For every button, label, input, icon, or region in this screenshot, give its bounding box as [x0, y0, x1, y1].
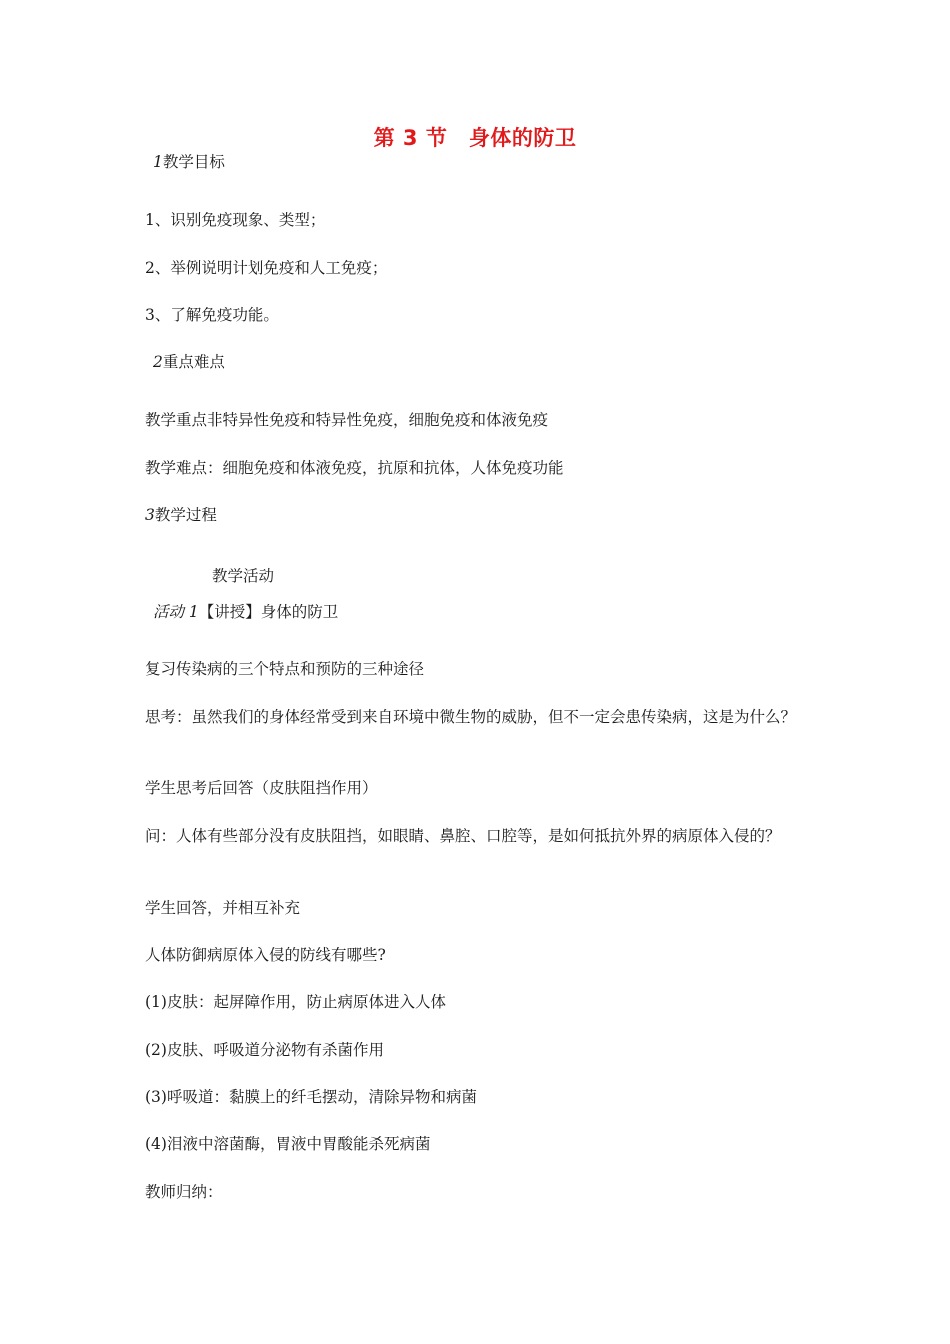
defense-item: (4)泪液中溶菌酶，胃液中胃酸能杀死病菌 — [145, 1135, 431, 1153]
section-number: 3 — [145, 506, 155, 524]
defense-item: (1)皮肤：起屏障作用，防止病原体进入人体 — [145, 993, 446, 1011]
paragraph: 人体防御病原体入侵的防线有哪些? — [145, 946, 386, 964]
paragraph: 复习传染病的三个特点和预防的三种途径 — [145, 660, 425, 678]
defense-item: (2)皮肤、呼吸道分泌物有杀菌作用 — [145, 1041, 384, 1059]
section-label: 教学过程 — [154, 506, 217, 524]
paragraph: 问：人体有些部分没有皮肤阻挡，如眼睛、鼻腔、口腔等，是如何抵抗外界的病原体入侵的？ — [145, 827, 781, 845]
section-label: 教学目标 — [162, 153, 225, 171]
goal-item: 3、了解免疫功能。 — [145, 306, 279, 324]
goal-item: 2、举例说明计划免疫和人工免疫； — [145, 259, 388, 277]
activity-label: 【讲授】身体的防卫 — [198, 603, 339, 621]
section-heading-goals — [153, 150, 818, 174]
paragraph: 学生回答，并相互补充 — [145, 899, 301, 917]
section-number: 1 — [153, 153, 163, 171]
section-heading-process — [145, 503, 810, 527]
paragraph: 学生思考后回答（皮肤阻挡作用） — [145, 779, 378, 797]
difficulty-text: 教学难点：细胞免疫和体液免疫，抗原和抗体，人体免疫功能 — [145, 459, 564, 477]
activity-prefix: 活动 1 — [153, 603, 199, 621]
page-title: 第 3 节 身体的防卫 — [373, 126, 577, 150]
key-point-text: 教学重点非特异性免疫和特异性免疫，细胞免疫和体液免疫 — [145, 411, 549, 429]
section-number: 2 — [153, 353, 163, 371]
activity-heading — [153, 600, 818, 624]
section-label: 重点难点 — [162, 353, 225, 371]
defense-item: (3)呼吸道：黏膜上的纤毛摆动，清除异物和病菌 — [145, 1088, 477, 1106]
activities-heading: 教学活动 — [212, 567, 275, 585]
paragraph: 教师归纳： — [145, 1183, 223, 1201]
section-heading-key-points — [153, 350, 818, 374]
goal-item: 1、识别免疫现象、类型； — [145, 211, 326, 229]
paragraph: 思考：虽然我们的身体经常受到来自环境中微生物的威胁，但不一定会患传染病，这是为什么？ — [145, 708, 797, 726]
